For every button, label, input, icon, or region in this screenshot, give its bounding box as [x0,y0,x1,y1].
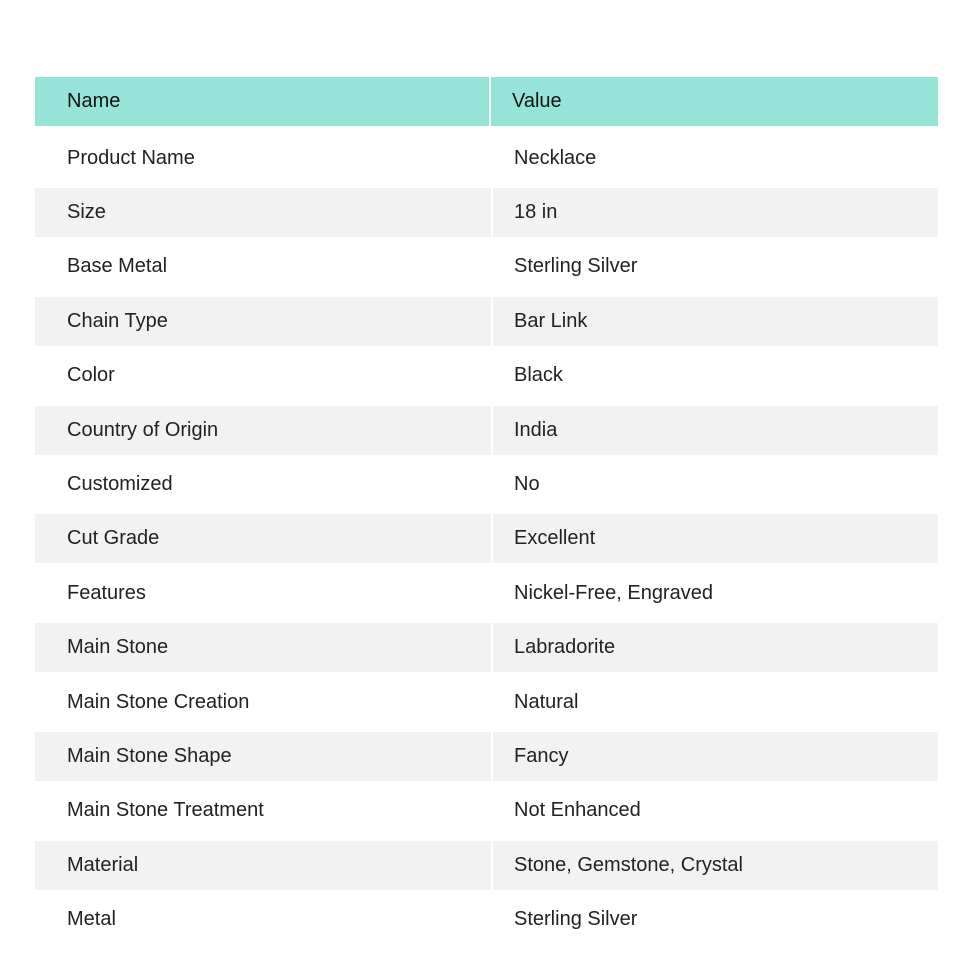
row-value-cell: Fancy [493,732,938,781]
table-row [35,294,938,348]
row-name-cell: Main Stone Shape [35,732,491,781]
row-name-cell: Cut Grade [35,514,491,563]
row-name-cell: Base Metal [35,242,491,291]
table-row [35,784,938,838]
row-name-cell: Size [35,188,491,237]
spec-table [35,77,938,947]
table-row [35,403,938,457]
table-row [35,838,938,892]
row-value-cell: No [493,460,938,509]
row-name-cell: Customized [35,460,491,509]
header-name-cell: Name [35,77,491,126]
table-row [35,675,938,729]
row-value-cell: Black [493,351,938,400]
table-header-row [35,77,938,126]
row-value-cell: India [493,406,938,455]
table-row [35,457,938,511]
row-name-cell: Metal [35,895,491,944]
table-row [35,729,938,783]
row-value-cell: Sterling Silver [493,895,938,944]
row-value-cell: Sterling Silver [493,242,938,291]
row-value-cell: Nickel-Free, Engraved [493,569,938,618]
row-name-cell: Main Stone [35,623,491,672]
row-name-cell: Country of Origin [35,406,491,455]
table-row [35,892,938,946]
row-name-cell: Features [35,569,491,618]
row-name-cell: Main Stone Treatment [35,786,491,835]
header-value-cell: Value [512,90,562,112]
table-row [35,621,938,675]
table-row [35,185,938,239]
table-row [35,512,938,566]
row-name-cell: Chain Type [35,297,491,346]
row-value-cell: Stone, Gemstone, Crystal [493,841,938,890]
row-name-cell: Color [35,351,491,400]
row-name-cell: Product Name [35,134,491,183]
row-value-cell: Labradorite [493,623,938,672]
row-value-cell: 18 in [493,188,938,237]
row-name-cell: Main Stone Creation [35,678,491,727]
table-row [35,240,938,294]
row-value-cell: Natural [493,678,938,727]
table-row [35,566,938,620]
table-row [35,349,938,403]
row-name-cell: Material [35,841,491,890]
row-value-cell: Bar Link [493,297,938,346]
row-value-cell: Not Enhanced [493,786,938,835]
table-row [35,131,938,185]
row-value-cell: Excellent [493,514,938,563]
row-value-cell: Necklace [493,134,938,183]
